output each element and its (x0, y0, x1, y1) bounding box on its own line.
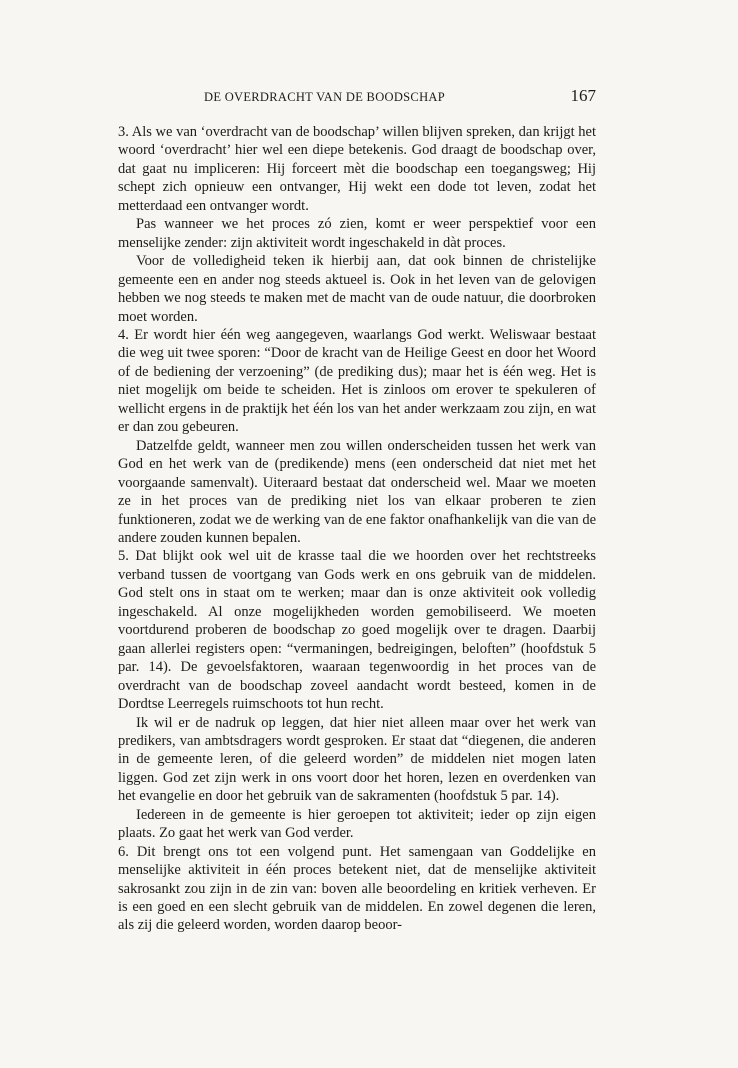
running-head: DE OVERDRACHT VAN DE BOODSCHAP (204, 90, 445, 104)
paragraph: Datzelfde geldt, wanneer men zou willen onderscheiden tussen het werk van God en het werk van de (predikende) mens (een onderscheid dat niet met het voorgaande samenvalt). Uiteraard bestaat dat onderscheid wel. Maar we moeten ze in het proces van de prediking niet los van elkaar proberen te zien funktioneren, zodat we de werking van de ene faktor onafhankelijk van die van de andere zouden kunnen bepalen. (118, 437, 596, 546)
paragraph-point-3: 3. Als we van ‘overdracht van de boodschap’ willen blijven spreken, dan krijgt het woord ‘overdracht’ hier wel een diepe betekenis. God draagt de boodschap over, dat gaat nu impliceren: Hij forceert mèt die boodschap een toegangsweg; Hij schept zich opnieuw een ontvanger, Hij wekt een dode tot leven, zodat het metterdaad een ontvanger wordt. (118, 124, 596, 214)
paragraph-point-4: 4. Er wordt hier één weg aangegeven, waarlangs God werkt. Weliswaar bestaat die weg uit twee sporen: “Door de kracht van de Heilige Geest en door het Woord of de bediening der verzoening” (de prediking dus); maar het is één weg. Het is niet mogelijk om beide te scheiden. Het is zinloos om erover te spekuleren of wellicht ergens in de praktijk het één los van het ander werkzaam zou zijn, en wat er dan zou gebeuren. (118, 326, 596, 436)
paragraph: Ik wil er de nadruk op leggen, dat hier niet alleen maar over het werk van predikers, van ambtsdragers wordt gesproken. Er staat dat “diegenen, die anderen in de gemeente leren, of die geleerd worden” de middelen niet mogen laten liggen. God zet zijn werk in ons voort door het horen, lezen en overdenken van het evangelie en door het gebruik van de sakramenten (hoofdstuk 5 par. 14). (118, 714, 596, 805)
paragraph-point-6: 6. Dit brengt ons tot een volgend punt. Het samengaan van Goddelijke en menselijke aktiviteit in één proces betekent niet, dat de menselijke aktiviteit sakrosankt zou zijn in de zin van: boven alle beoordeling en kritiek verheven. Er is een goed en een slecht gebruik van de middelen. En zowel degenen die leren, als zij die geleerd worden, worden daarop beoor- (118, 843, 596, 934)
paragraph: Voor de volledigheid teken ik hierbij aan, dat ook binnen de christelijke gemeente een en ander nog steeds aktueel is. Ook in het leven van de gelovigen hebben we nog steeds te maken met de macht van de oude natuur, die doorbroken moet worden. (118, 253, 596, 325)
body-text (118, 123, 596, 935)
page-header (118, 88, 596, 108)
paragraph: Pas wanneer we het proces zó zien, komt er weer perspektief voor een menselijke zender: zijn aktiviteit wordt ingeschakeld in dàt proces. (118, 216, 596, 251)
paragraph: Iedereen in de gemeente is hier geroepen tot aktiviteit; ieder op zijn eigen plaats. Zo gaat het werk van God verder. (118, 806, 596, 842)
paragraph-point-5: 5. Dat blijkt ook wel uit de krasse taal die we hoorden over het rechtstreeks verband tussen de voortgang van Gods werk en ons gebruik van de middelen. God stelt ons in staat om te werken; maar dan is onze aktiviteit ook volledig ingeschakeld. Al onze mogelijkheden worden gemobiliseerd. We moeten voortdurend proberen de boodschap zo goed mogelijk over te dragen. Daarbij gaan allerlei registers open: “vermaningen, bedreigingen, beloften” (hoofdstuk 5 par. 14). De gevoelsfaktoren, waaraan tegenwoordig in het proces van de overdracht van de boodschap zoveel aandacht wordt besteed, komen in de Dordtse Leerregels ruimschoots tot hun recht. (118, 548, 596, 713)
page-number: 167 (570, 86, 596, 105)
